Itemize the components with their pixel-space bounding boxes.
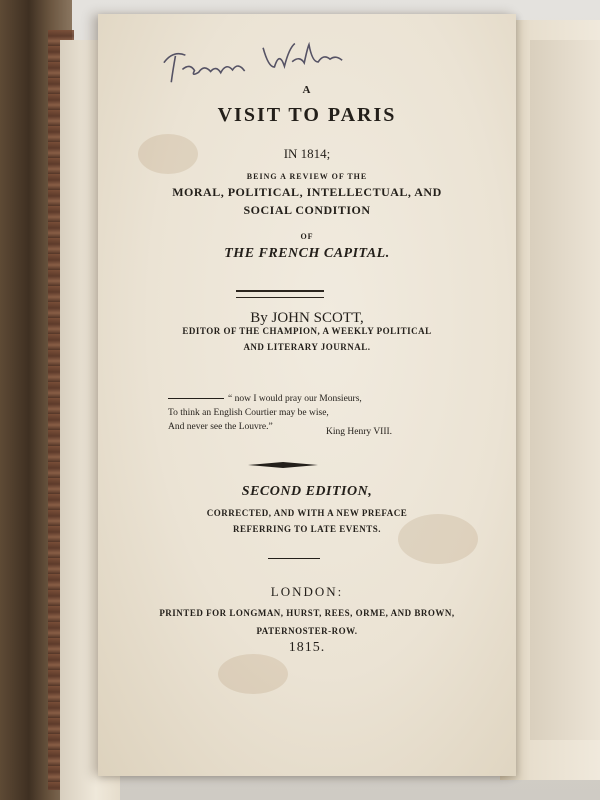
epigraph-line-2: To think an English Courtier may be wise, bbox=[168, 408, 329, 418]
edition-note-line-1: CORRECTED, AND WITH A NEW PREFACE bbox=[206, 508, 408, 518]
imprint-city: LONDON: bbox=[270, 584, 344, 599]
imprint-year: 1815. bbox=[288, 640, 326, 655]
epigraph-dash bbox=[168, 398, 224, 399]
epigraph-text-1: “ now I would pray our Monsieurs, bbox=[228, 394, 362, 404]
book-title: VISIT TO PARIS bbox=[217, 104, 397, 126]
edition-note-line-2: REFERRING TO LATE EVENTS. bbox=[232, 524, 382, 534]
subtitle-being-line: BEING A REVIEW OF THE bbox=[246, 172, 368, 181]
subtitle-capital-line: THE FRENCH CAPITAL. bbox=[224, 246, 390, 261]
edition-line: SECOND EDITION, bbox=[241, 484, 373, 499]
foxing-stain bbox=[218, 654, 288, 694]
author-description-line-1: EDITOR OF THE CHAMPION, A WEEKLY POLITICAL bbox=[182, 326, 432, 336]
ornamental-rule bbox=[248, 460, 318, 470]
author-description-line-2: AND LITERARY JOURNAL. bbox=[243, 342, 371, 352]
short-rule-divider bbox=[268, 558, 320, 559]
author-by: By bbox=[250, 310, 268, 326]
title-pre-article: A bbox=[302, 84, 312, 96]
epigraph-line-3: And never see the Louvre.” bbox=[168, 422, 273, 432]
subtitle-subject-line-2: SOCIAL CONDITION bbox=[243, 203, 371, 217]
imprint-publishers: PRINTED FOR LONGMAN, HURST, REES, ORME, AND BROWN, bbox=[159, 608, 455, 618]
adjacent-book-page bbox=[530, 40, 600, 740]
double-rule-divider bbox=[236, 290, 324, 298]
imprint-address: PATERNOSTER-ROW. bbox=[256, 626, 358, 636]
title-year-line: IN 1814; bbox=[283, 146, 331, 161]
subtitle-subject-line-1: MORAL, POLITICAL, INTELLECTUAL, AND bbox=[172, 185, 442, 199]
subtitle-of-line: OF bbox=[300, 232, 314, 241]
foxing-stain bbox=[398, 514, 478, 564]
epigraph-line-1 bbox=[168, 394, 468, 404]
author-name: JOHN SCOTT, bbox=[271, 310, 364, 326]
epigraph-attribution: King Henry VIII. bbox=[326, 427, 393, 437]
author-line bbox=[98, 310, 516, 327]
